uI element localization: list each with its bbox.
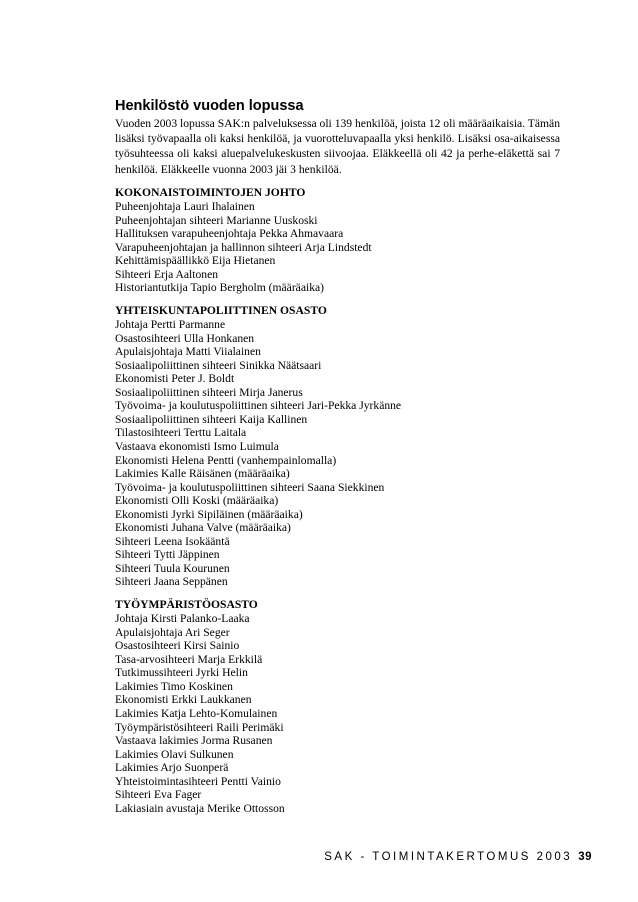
staff-item: Ekonomisti Peter J. Boldt — [115, 372, 235, 386]
page-footer — [324, 851, 592, 863]
staff-item: Ekonomisti Jyrki Sipiläinen (määräaika) — [115, 507, 303, 521]
staff-item: Vastaava ekonomisti Ismo Luimula — [115, 439, 279, 453]
staff-item: Työympäristösihteeri Raili Perimäki — [115, 720, 284, 734]
staff-list — [115, 200, 560, 295]
page-number: 39 — [578, 851, 592, 863]
page-content — [115, 98, 560, 823]
staff-item: Apulaisjohtaja Matti Viialainen — [115, 345, 261, 359]
staff-item: Lakiasiain avustaja Merike Ottosson — [115, 801, 285, 815]
section-tyoymparisto — [115, 597, 560, 815]
staff-item: Varapuheenjohtajan ja hallinnon sihteeri Arja Lindstedt — [115, 240, 372, 254]
staff-item: Lakimies Katja Lehto-Komulainen — [115, 707, 278, 721]
staff-item: Johtaja Pertti Parmanne — [115, 318, 226, 332]
staff-item: Osastosihteeri Kirsi Sainio — [115, 639, 240, 653]
staff-item: Sihteeri Eva Fager — [115, 788, 202, 802]
staff-item: Työvoima- ja koulutuspoliittinen sihteeri Jari-Pekka Jyrkänne — [115, 399, 402, 413]
staff-item: Puheenjohtajan sihteeri Marianne Uuskoski — [115, 213, 318, 227]
staff-item: Sihteeri Leena Isokääntä — [115, 534, 230, 548]
staff-item: Puheenjohtaja Lauri Ihalainen — [115, 200, 255, 214]
page-heading: Henkilöstö vuoden lopussa — [115, 98, 304, 114]
staff-item: Ekonomisti Olli Koski (määräaika) — [115, 494, 279, 508]
staff-item: Ekonomisti Erkki Laukkanen — [115, 693, 252, 707]
staff-item: Lakimies Timo Koskinen — [115, 679, 233, 693]
staff-item: Sihteeri Tuula Kourunen — [115, 561, 230, 575]
staff-item: Historiantutkija Tapio Bergholm (määräaika) — [115, 281, 324, 295]
staff-item: Yhteistoimintasihteeri Pentti Vainio — [115, 774, 281, 788]
staff-item: Tilastosihteeri Terttu Laitala — [115, 426, 247, 440]
staff-item: Sihteeri Jaana Seppänen — [115, 575, 228, 589]
staff-item: Sihteeri Erja Aaltonen — [115, 267, 219, 281]
staff-item: Ekonomisti Juhana Valve (määräaika) — [115, 521, 291, 535]
staff-item: Vastaava lakimies Jorma Rusanen — [115, 734, 273, 748]
staff-item: Kehittämispäällikkö Eija Hietanen — [115, 254, 276, 268]
section-kokonaistoiminnot — [115, 185, 560, 295]
staff-item: Sosiaalipoliittinen sihteeri Kaija Kallinen — [115, 412, 308, 426]
staff-item: Johtaja Kirsti Palanko-Laaka — [115, 612, 250, 626]
section-yhteiskuntapoliittinen — [115, 303, 560, 589]
section-title: KOKONAISTOIMINTOJEN JOHTO — [115, 185, 306, 199]
staff-item: Apulaisjohtaja Ari Seger — [115, 625, 230, 639]
section-title: TYÖYMPÄRISTÖOSASTO — [115, 597, 258, 611]
staff-list — [115, 318, 560, 589]
staff-item: Hallituksen varapuheenjohtaja Pekka Ahmavaara — [115, 227, 344, 241]
staff-item: Lakimies Arjo Suonperä — [115, 761, 229, 775]
staff-item: Sihteeri Tytti Jäppinen — [115, 548, 220, 562]
staff-item: Tasa-arvosihteeri Marja Erkkilä — [115, 652, 263, 666]
staff-item: Sosiaalipoliittinen sihteeri Sinikka Näätsaari — [115, 358, 322, 372]
staff-item: Tutkimussihteeri Jyrki Helin — [115, 666, 248, 680]
staff-item: Osastosihteeri Ulla Honkanen — [115, 331, 255, 345]
staff-item: Ekonomisti Helena Pentti (vanhempainlomalla) — [115, 453, 337, 467]
staff-item: Lakimies Kalle Räisänen (määräaika) — [115, 467, 290, 481]
section-title: YHTEISKUNTAPOLIITTINEN OSASTO — [115, 303, 327, 317]
staff-list — [115, 612, 560, 815]
staff-item: Työvoima- ja koulutuspoliittinen sihteeri Saana Siekkinen — [115, 480, 385, 494]
footer-title: SAK - TOIMINTAKERTOMUS 2003 — [324, 851, 573, 863]
staff-item: Sosiaalipoliittinen sihteeri Mirja Janerus — [115, 385, 303, 399]
intro-paragraph: Vuoden 2003 lopussa SAK:n palveluksessa oli 139 henkilöä, joista 12 oli määräaikaisia. Tämän lisäksi työvapaalla oli kaksi henkilöä, ja vuorotteluvapaalla yksi henkilö. Lisäksi osa-aikaisessa työsuhteessa oli kaksi aluepalvelukeskusten siivoojaa. Eläkkeellä oli 42 ja perhe-eläkettä sai 7 henkilöä. Eläkkeelle vuonna 2003 jäi 3 henkilöä. — [115, 117, 560, 176]
staff-item: Lakimies Olavi Sulkunen — [115, 747, 234, 761]
